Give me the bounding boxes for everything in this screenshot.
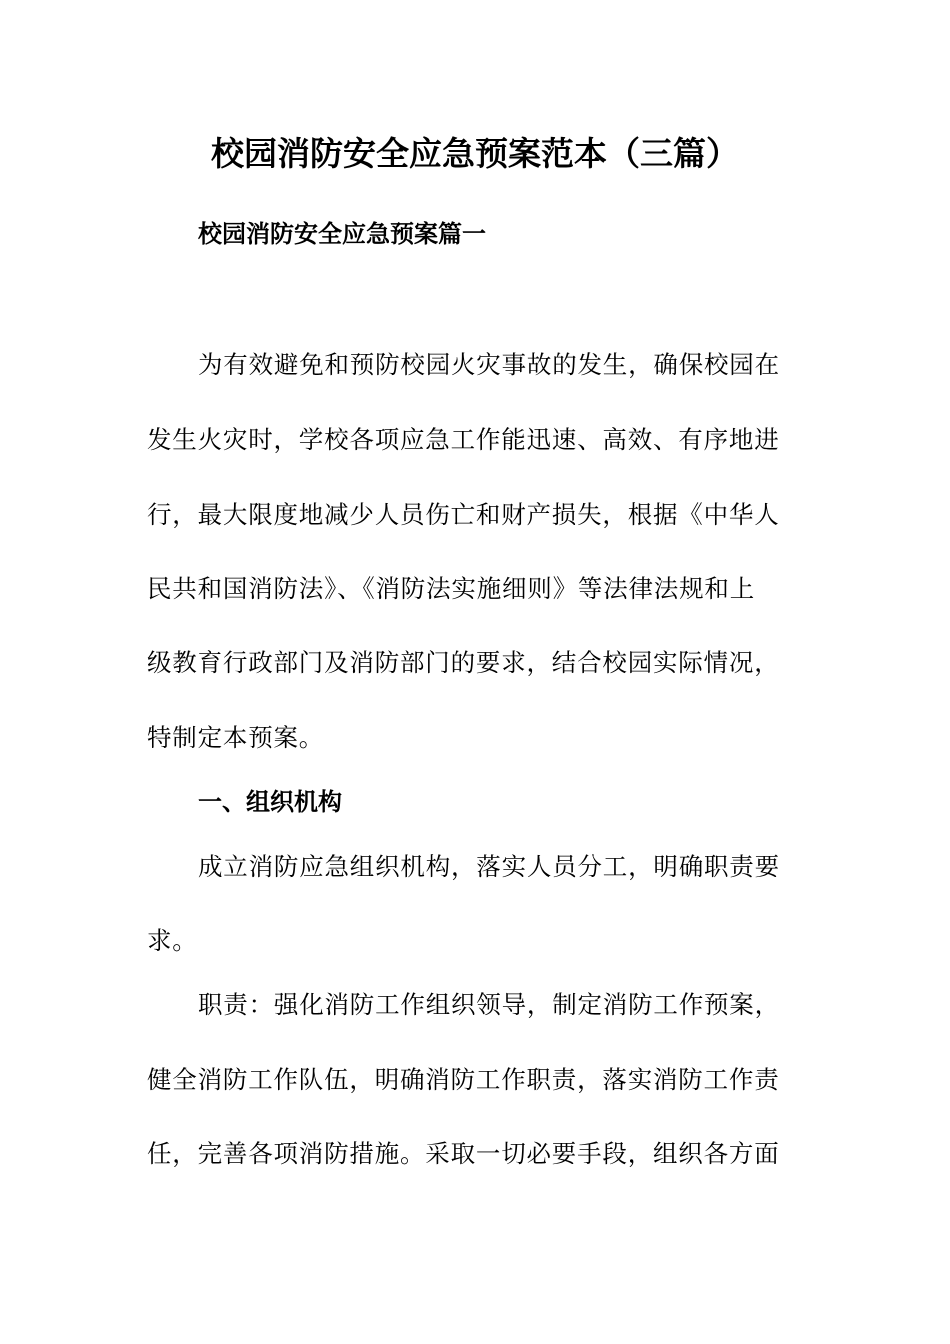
document-title: 校园消防安全应急预案范本（三篇） [211, 134, 739, 173]
duty-line-2: 健全消防工作队伍，明确消防工作职责，落实消防工作责 [147, 1065, 780, 1094]
part-title: 校园消防安全应急预案篇一 [198, 220, 486, 248]
intro-line-1: 为有效避免和预防校园火灾事故的发生，确保校园在 [198, 350, 780, 379]
intro-line-5: 级教育行政部门及消防部门的要求，结合校园实际情况， [147, 648, 780, 677]
intro-line-2: 发生火灾时，学校各项应急工作能迅速、高效、有序地进 [147, 425, 780, 454]
section1-line-1: 成立消防应急组织机构，落实人员分工，明确职责要 [198, 852, 780, 881]
intro-line-4: 民共和国消防法》、《消防法实施细则》等法律法规和上 [147, 574, 755, 603]
intro-line-6: 特制定本预案。 [147, 723, 325, 752]
intro-line-3: 行，最大限度地减少人员伤亡和财产损失，根据《中华人 [147, 500, 780, 529]
section-title-organization: 一、组织机构 [198, 788, 342, 816]
duty-line-3: 任，完善各项消防措施。采取一切必要手段，组织各方面 [147, 1139, 780, 1168]
section1-line-2: 求。 [147, 926, 198, 955]
duty-line-1: 职责：强化消防工作组织领导，制定消防工作预案， [198, 990, 780, 1019]
